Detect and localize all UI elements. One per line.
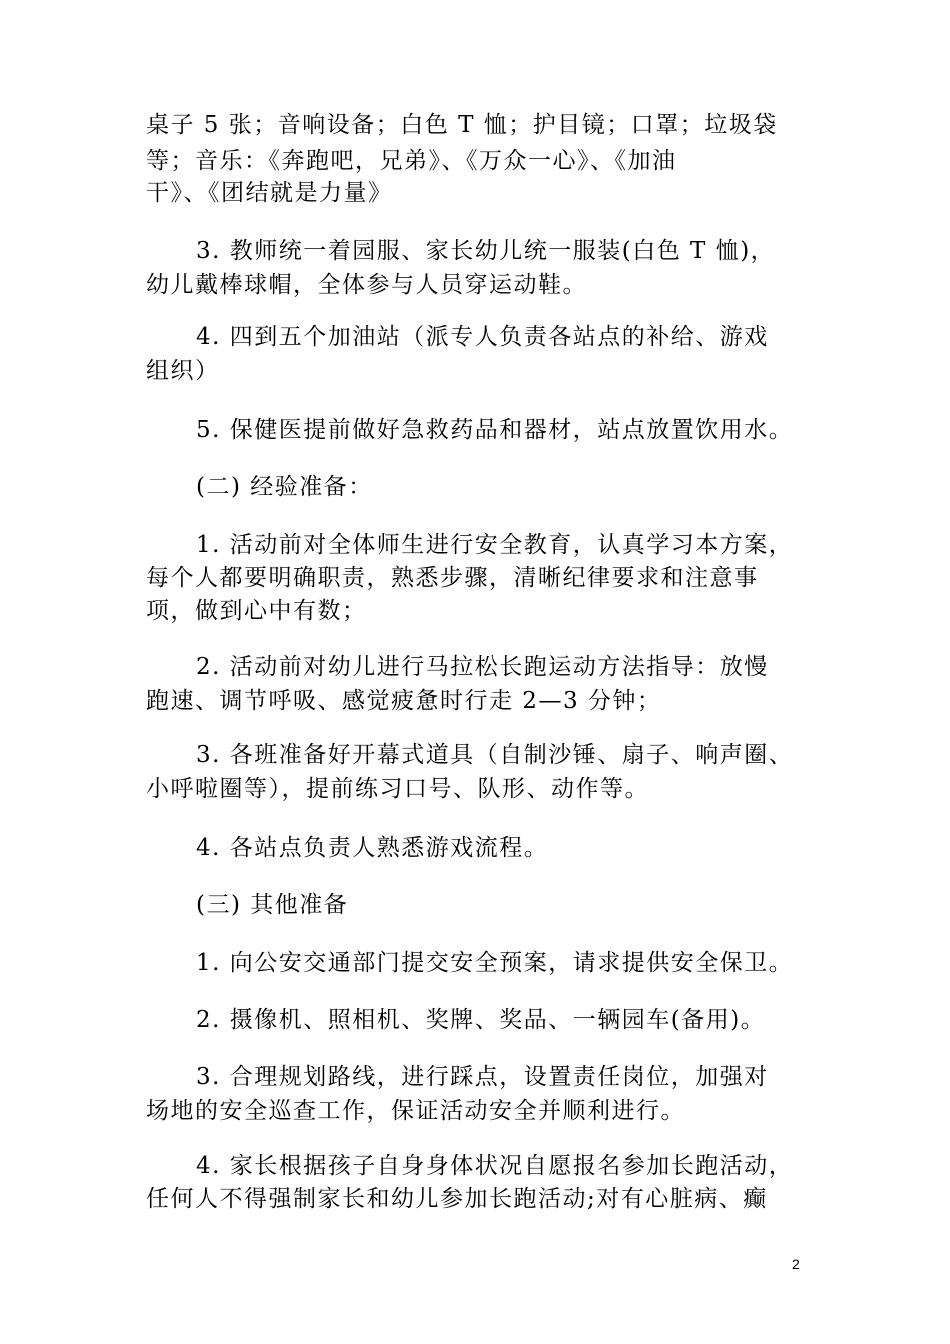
text-line: 2. 活动前对幼儿进行马拉松长跑运动方法指导：放慢 [196,654,769,680]
text-line: 每个人都要明确职责，熟悉步骤，清晰纪律要求和注意事 [146,565,759,591]
text-line: 1. 活动前对全体师生进行安全教育，认真学习本方案， [196,532,794,558]
text-line: 组织） [146,358,220,384]
text-line: 4. 家长根据孩子自身身体状况自愿报名参加长跑活动， [196,1153,794,1179]
page-number: 2 [792,1256,800,1272]
text-line: 小呼啦圈等），提前练习口号、队形、动作等。 [146,776,649,802]
text-line: 3. 合理规划路线，进行踩点，设置责任岗位，加强对 [196,1064,769,1090]
text-line: 干》、《团结就是力量》 [146,180,393,206]
text-line: 项，做到心中有数； [146,598,367,624]
text-line: 2. 摄像机、照相机、奖牌、奖品、一辆园车(备用)。 [196,1007,766,1033]
text-line: 桌子 5 张；音响设备；白色 T 恤；护目镜；口罩；垃圾袋 [146,112,778,138]
text-line: 场地的安全巡查工作，保证活动安全并顺利进行。 [146,1098,685,1124]
text-line: 幼儿戴棒球帽，全体参与人员穿运动鞋。 [146,272,587,298]
text-line: 4. 四到五个加油站（派专人负责各站点的补给、游戏 [196,324,769,350]
text-line: 3. 各班准备好开幕式道具（自制沙锤、扇子、响声圈、 [196,742,794,768]
text-line: 任何人不得强制家长和幼儿参加长跑活动;对有心脏病、癫 [146,1186,768,1212]
text-line: 3. 教师统一着园服、家长幼儿统一服装(白色 T 恤)， [196,238,776,264]
text-line: 1. 向公安交通部门提交安全预案，请求提供安全保卫。 [196,950,794,976]
text-line: 5. 保健医提前做好急救药品和器材，站点放置饮用水。 [196,417,794,443]
section-heading: (三) 其他准备 [196,892,349,918]
section-heading: (二) 经验准备： [196,474,373,500]
text-line: 4. 各站点负责人熟悉游戏流程。 [196,835,549,861]
text-line: 等；音乐：《奔跑吧，兄弟》、《万众一心》、《加油 [146,148,677,174]
text-line: 跑速、调节呼吸、感觉疲惫时行走 2—3 分钟； [146,688,662,714]
